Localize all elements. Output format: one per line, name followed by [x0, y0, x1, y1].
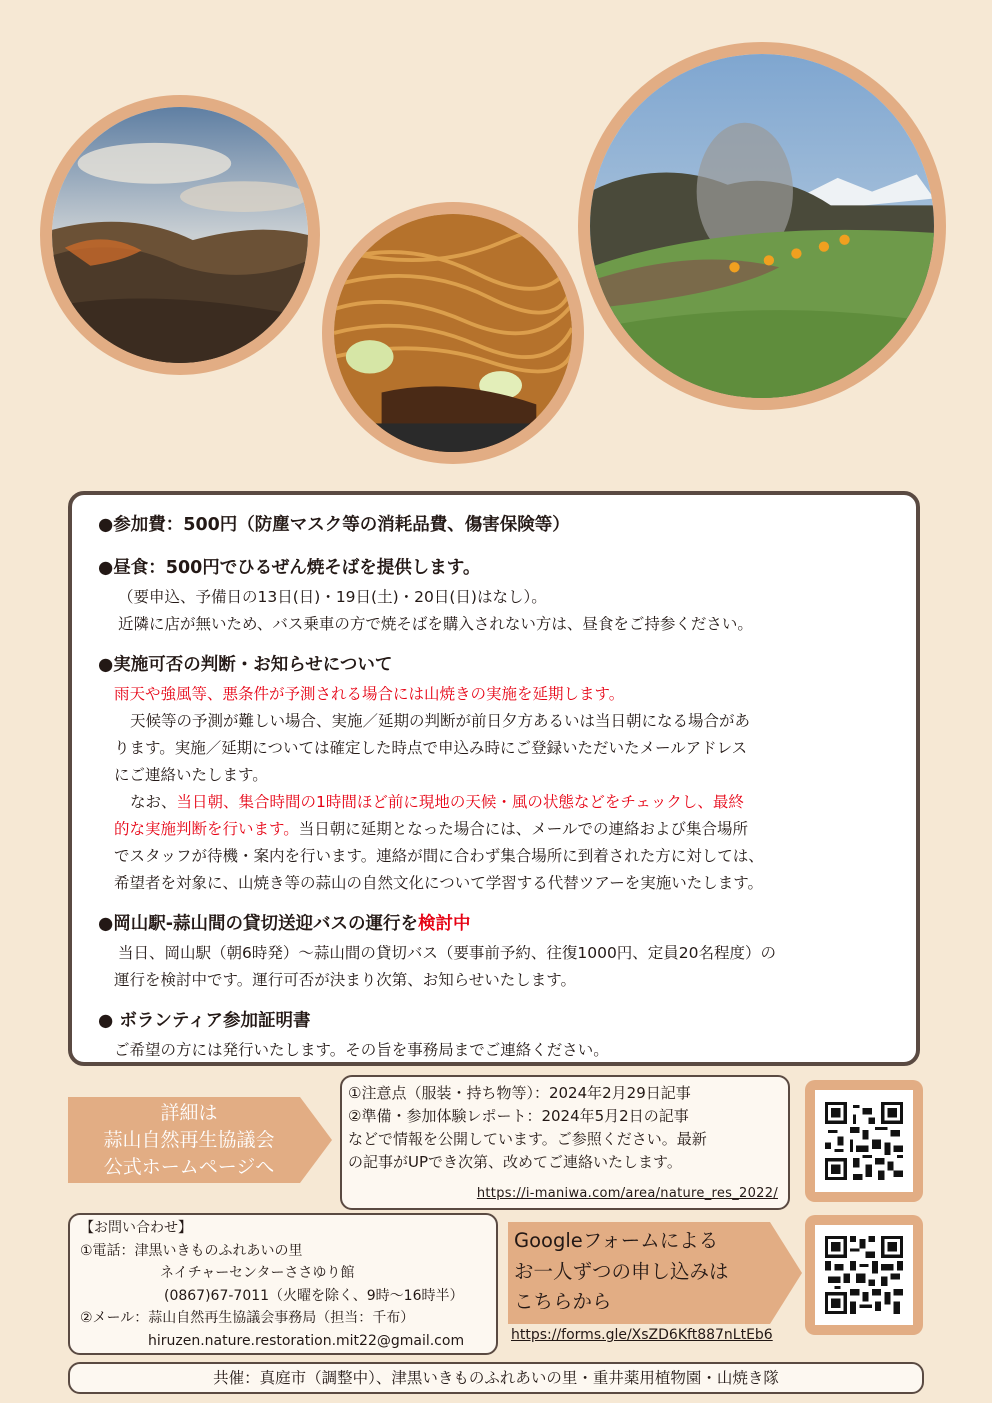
- details-line-1: 詳細は: [160, 1101, 218, 1124]
- volunteer-section: [98, 1005, 894, 1064]
- details-arrow-callout: [68, 1097, 332, 1183]
- decision-line-7: 希望者を対象に、山焼き等の蒜山の自然文化について学習する代替ツアーを実施いたします。: [114, 874, 763, 892]
- contact-title: 【お問い合わせ】: [80, 1220, 192, 1236]
- decision-line-5-red: 的な実施判断を行います。: [114, 820, 299, 838]
- info-line-1: ①注意点（服装・持ち物等）：2024年2月29日記事: [348, 1084, 691, 1102]
- contact-mail-line: ②メール：蒜山自然再生協議会事務局（担当：千布）: [80, 1310, 415, 1326]
- decision-warning: 雨天や強風等、悪条件が予測される場合には山焼きの実施を延期します。: [114, 685, 625, 703]
- bus-heading-prefix: ●岡山駅-蒜山間の貸切送迎バスの運行を: [98, 914, 419, 934]
- fee-heading: ●参加費：500円（防塵マスク等の消耗品費、傷害保険等）: [98, 515, 570, 535]
- google-line-3: こちらから: [514, 1290, 612, 1313]
- contact-email[interactable]: hiruzen.nature.restoration.mit22@gmail.com: [148, 1332, 465, 1349]
- lunch-section: [98, 552, 894, 638]
- details-line-3: 公式ホームページへ: [103, 1155, 275, 1178]
- burnt-grassland-photo: [40, 95, 320, 375]
- lunch-note-1: （要申込、予備日の13日(日)・19日(土)・20日(日)はなし）。: [118, 588, 547, 606]
- volunteer-line-1: ご希望の方には発行いたします。その旨を事務局までご連絡ください。: [114, 1041, 609, 1059]
- lunch-heading: ●昼食：500円でひるぜん焼そばを提供します。: [98, 558, 481, 578]
- bus-line-2: 運行を検討中です。運行可否が決まり次第、お知らせいたします。: [114, 971, 577, 989]
- google-form-qr-code[interactable]: [805, 1215, 923, 1335]
- qr-code-icon: [825, 1235, 903, 1315]
- yakisoba-photo: [322, 202, 584, 464]
- details-line-2: 蒜山自然再生協議会: [103, 1128, 275, 1151]
- decision-line-5: [98, 816, 894, 843]
- bus-heading: [98, 908, 894, 940]
- decision-line-6: でスタッフが待機・案内を行います。連絡が間に合わず集合場所に到着された方に対しては、: [114, 847, 764, 865]
- google-form-arrow-callout: [508, 1222, 802, 1324]
- bus-heading-red: 検討中: [418, 914, 471, 934]
- info-line-4: の記事がUPでき次第、改めてご連絡いたします。: [348, 1153, 682, 1171]
- volunteer-heading: ● ボランティア参加証明書: [98, 1011, 311, 1031]
- contact-box: [68, 1213, 498, 1355]
- decision-line-1: 天候等の予測が難しい場合、実施／延期の判断が前日夕方あるいは当日朝になる場合があ: [130, 712, 751, 730]
- contact-phone-line-1: ①電話：津黒いきものふれあいの里: [80, 1242, 303, 1259]
- decision-section: [98, 649, 894, 897]
- qr-code-icon: [825, 1100, 903, 1182]
- decision-line-3: にご連絡いたします。: [114, 766, 268, 784]
- bus-section: [98, 908, 894, 994]
- website-info-box: [340, 1075, 790, 1210]
- decision-line-4: [98, 789, 894, 816]
- google-line-1: Googleフォームによる: [514, 1229, 719, 1252]
- decision-line-5-rest: 当日朝に延期となった場合には、メールでの連絡および集合場所: [298, 820, 748, 838]
- info-line-2: ②準備・参加体験レポート：2024年5月2日の記事: [348, 1107, 689, 1125]
- contact-phone-line-2: ネイチャーセンターささゆり館: [160, 1265, 355, 1281]
- main-info-box: [68, 491, 920, 1066]
- decision-heading: ●実施可否の判断・お知らせについて: [98, 655, 393, 675]
- google-line-2: お一人ずつの申し込みは: [514, 1259, 729, 1283]
- lunch-note-2: 近隣に店が無いため、バス乗車の方で焼そばを購入されない方は、昼食をご持参ください。: [118, 615, 753, 633]
- decision-line-4-red: 当日朝、集合時間の1時間ほど前に現地の天候・風の状態などをチェックし、最終: [176, 793, 744, 811]
- co-host-footer: 共催：真庭市（調整中）、津黒いきものふれあいの里・重井薬用植物園・山焼き隊: [68, 1362, 924, 1394]
- decision-line-2: ります。実施／延期については確定した時点で申込み時にご登録いただいたメールアドレス: [114, 739, 748, 757]
- mountain-burning-photo: [578, 42, 946, 410]
- contact-phone-number[interactable]: (0867)67-7011（火曜を除く、9時〜16時半）: [164, 1287, 464, 1304]
- website-link[interactable]: https://i-maniwa.com/area/nature_res_2022/: [476, 1186, 778, 1201]
- decision-line-4-prefix: なお、: [130, 793, 177, 811]
- google-form-link[interactable]: https://forms.gle/XsZD6Kft887nLtEb6: [511, 1327, 773, 1343]
- bus-line-1: 当日、岡山駅（朝6時発）〜蒜山間の貸切バス（要事前予約、往復1000円、定員20名程度）の: [118, 944, 777, 962]
- info-line-3: などで情報を公開しています。ご参照ください。最新: [348, 1130, 707, 1148]
- website-qr-code[interactable]: [805, 1080, 923, 1202]
